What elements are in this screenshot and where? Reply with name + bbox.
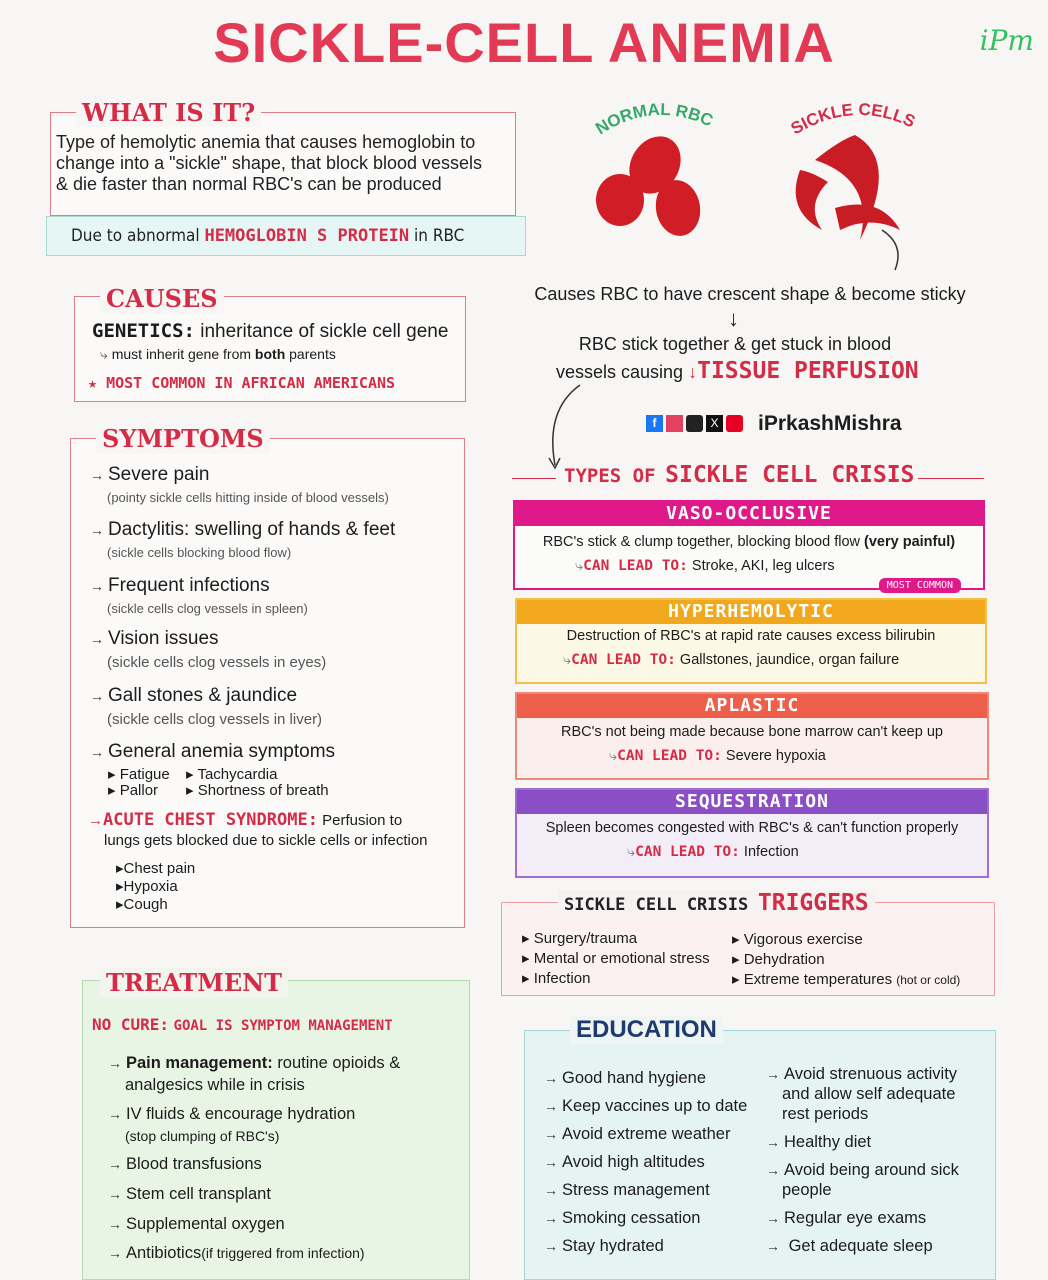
what-is-it-heading: WHAT IS IT?: [76, 98, 261, 127]
treatment-antibiotics: → Antibiotics(if triggered from infection): [108, 1244, 365, 1262]
crisis-vaso-occlusive: VASO-OCCLUSIVE RBC's stick & clump together, blocking blood flow (very painful) ⤷CAN LEAD TO: Stroke, AKI, leg ulcers MOST COMMON: [513, 500, 985, 590]
treatment-heading: TREATMENT: [100, 968, 288, 997]
facebook-icon: f: [646, 415, 663, 432]
symptoms-box: [70, 438, 465, 928]
hemoglobin-strip: Due to abnormal HEMOGLOBIN S PROTEIN in RBC: [46, 216, 526, 256]
causes-heading: CAUSES: [100, 284, 224, 313]
no-cure-line: NO CURE: GOAL IS SYMPTOM MANAGEMENT: [92, 1015, 393, 1034]
most-common-badge: MOST COMMON: [879, 578, 961, 593]
treatment-item: → Stem cell transplant: [108, 1185, 271, 1203]
crisis-sequestration: SEQUESTRATION Spleen becomes congested with RBC's & can't function properly ⤷CAN LEAD TO: Infection: [515, 788, 989, 878]
pinterest-icon: [726, 415, 743, 432]
anemia-breath: ▸ Shortness of breath: [186, 782, 329, 799]
crisis-hyperhemolytic: HYPERHEMOLYTIC Destruction of RBC's at rapid rate causes excess bilirubin ⤷CAN LEAD TO: Gallstones, jaundice, organ failure: [515, 598, 987, 684]
stick-line-1: RBC stick together & get stuck in blood: [578, 334, 892, 354]
treatment-iv: → IV fluids & encourage hydration (stop clumping of RBC's): [108, 1105, 356, 1144]
x-icon: X: [706, 415, 723, 432]
crisis-title-rule-right: [918, 478, 984, 479]
rbc-illustration: [560, 90, 980, 280]
triggers-left: ▸ Surgery/trauma ▸ Mental or emotional stress ▸ Infection: [522, 930, 710, 987]
treatment-pain: → Pain management: routine opioids & analgesics while in crisis: [108, 1054, 401, 1094]
social-icons: [646, 415, 743, 432]
triggers-heading: SICKLE CELL CRISIS TRIGGERS: [558, 890, 875, 916]
signature-logo: iPm: [979, 24, 1034, 57]
anemia-fatigue: ▸ Fatigue: [108, 766, 170, 783]
crisis-title: TYPES OF SICKLE CELL CRISIS: [564, 462, 915, 488]
curved-arrow: [882, 230, 898, 270]
curved-pointer: [540, 380, 600, 475]
symptoms-heading: SYMPTOMS: [96, 424, 270, 453]
what-is-it-text: Type of hemolytic anemia that causes hemoglobin to change into a "sickle" shape, that block blood vessels & die faster than normal RBC's can be produced: [56, 132, 483, 194]
sickle-cell: [835, 204, 900, 230]
crisis-aplastic: APLASTIC RBC's not being made because bone marrow can't keep up ⤷CAN LEAD TO: Severe hypoxia: [515, 692, 989, 780]
stick-line-2: vessels causing ↓TISSUE PERFUSION: [556, 358, 919, 384]
genetics-line: GENETICS: inheritance of sickle cell gene: [92, 320, 449, 342]
anemia-pallor: ▸ Pallor: [108, 782, 159, 799]
triggers-right: ▸ Vigorous exercise ▸ Dehydration ▸ Extreme temperatures (hot or cold): [732, 931, 961, 988]
social-handle: iPrkashMishra: [758, 412, 902, 435]
acs-list: ▸Chest pain ▸Hypoxia ▸Cough: [116, 860, 196, 913]
normal-rbc-cell: [596, 174, 644, 226]
education-heading: EDUCATION: [570, 1016, 723, 1044]
anemia-tachycardia: ▸ Tachycardia: [186, 766, 278, 783]
symptom-item: → General anemia symptoms: [90, 741, 336, 762]
symptom-item: → Dactylitis: swelling of hands & feet (sickle cells blocking blood flow): [90, 519, 396, 560]
crisis-title-rule-left: [512, 478, 556, 479]
education-right: → Avoid strenuous activity and allow self adequate rest periods → Healthy diet → Avoid being around sick people → Regular eye exams → Get adequate sleep: [766, 1065, 959, 1255]
tissue-perfusion: TISSUE PERFUSION: [697, 358, 919, 384]
symptom-item: → Severe pain (pointy sickle cells hitting inside of blood vessels): [90, 464, 389, 505]
treatment-item: → Supplemental oxygen: [108, 1215, 285, 1233]
cause-line: Causes RBC to have crescent shape & become sticky: [534, 284, 966, 304]
sickle-cells-label: SICKLE CELLS: [787, 99, 919, 139]
treatment-item: → Blood transfusions: [108, 1155, 262, 1173]
page-title: SICKLE-CELL ANEMIA: [213, 11, 835, 74]
down-arrow: ↓: [728, 306, 739, 331]
normal-rbc-label: NORMAL RBC: [592, 99, 716, 139]
inherit-line: ⤷ must inherit gene from both parents: [100, 346, 336, 362]
instagram-icon: [666, 415, 683, 432]
acs-line: →ACUTE CHEST SYNDROME: Perfusion to: [88, 810, 403, 830]
most-common-line: ★ MOST COMMON IN AFRICAN AMERICANS: [88, 374, 396, 392]
symptom-item: → Frequent infections (sickle cells clog vessels in spleen): [90, 575, 308, 616]
symptom-item: → Vision issues (sickle cells clog vessels in eyes): [90, 628, 327, 671]
education-left: → Good hand hygiene → Keep vaccines up to date → Avoid extreme weather → Avoid high altitudes → Stress management → Smoking cessation → Stay hydrated: [544, 1069, 748, 1255]
sickle-cell: [796, 170, 828, 230]
symptom-item: → Gall stones & jaundice (sickle cells clog vessels in liver): [90, 685, 323, 728]
threads-icon: [686, 415, 703, 432]
acs-line-2: lungs gets blocked due to sickle cells or infection: [104, 832, 428, 849]
